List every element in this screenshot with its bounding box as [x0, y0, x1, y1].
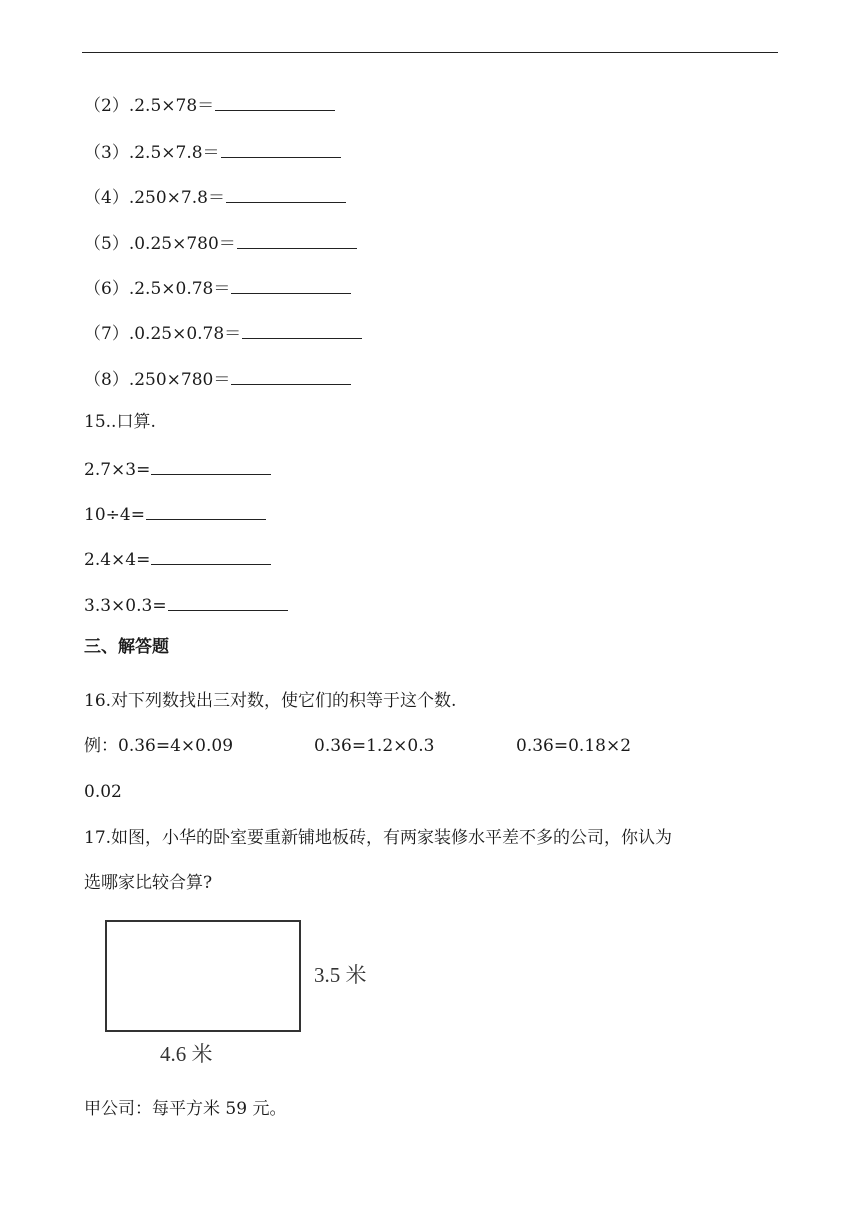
example-c: 0.36=0.18×2 [516, 736, 632, 756]
answer-blank[interactable] [226, 184, 346, 203]
example-b: 0.36=1.2×0.3 [314, 736, 435, 756]
answer-blank[interactable] [151, 546, 271, 565]
calc-item-2 [84, 92, 335, 118]
calc-expression: （5）.0.25×780＝ [84, 234, 236, 254]
answer-blank[interactable] [215, 92, 335, 111]
bedroom-rectangle [100, 914, 400, 1074]
calc-expression: （8）.250×780＝ [84, 370, 231, 390]
height-label: 3.5 米 [314, 963, 367, 987]
calc-item-5 [84, 230, 357, 256]
calc-expression: （7）.0.25×0.78＝ [84, 324, 242, 344]
answer-blank[interactable] [242, 320, 362, 339]
answer-blank[interactable] [237, 230, 357, 249]
question-17-line-1: 17.如图，小华的卧室要重新铺地板砖，有两家装修水平差不多的公司，你认为 [84, 828, 673, 848]
calc-expression: 2.7×3= [84, 460, 151, 480]
calc-item-8 [84, 366, 351, 392]
example-a: 例：0.36=4×0.09 [84, 736, 234, 756]
calc-expression: （4）.250×7.8＝ [84, 188, 225, 208]
calc-expression: （3）.2.5×7.8＝ [84, 143, 220, 163]
answer-blank[interactable] [221, 139, 341, 158]
answer-blank[interactable] [231, 275, 351, 294]
calc-expression: （6）.2.5×0.78＝ [84, 279, 231, 299]
answer-blank[interactable] [231, 366, 351, 385]
oral-calc-item [84, 546, 271, 572]
calc-expression: 10÷4= [84, 505, 145, 525]
company-a-price: 甲公司：每平方米 59 元。 [84, 1099, 287, 1119]
width-label: 4.6 米 [160, 1042, 213, 1066]
calc-item-3 [84, 139, 341, 165]
calc-item-4 [84, 184, 346, 210]
question-16-examples [84, 734, 774, 758]
calc-item-6 [84, 275, 351, 301]
answer-blank[interactable] [168, 592, 288, 611]
question-16-number: 0.02 [84, 782, 122, 802]
calc-expression: 2.4×4= [84, 550, 151, 570]
calc-expression: 3.3×0.3= [84, 596, 167, 616]
question-15-title: 15..口算. [84, 412, 156, 432]
header-rule [82, 52, 778, 53]
question-16-title: 16.对下列数找出三对数，使它们的积等于这个数. [84, 691, 457, 711]
oral-calc-item [84, 592, 288, 618]
oral-calc-item [84, 501, 266, 527]
answer-blank[interactable] [146, 501, 266, 520]
oral-calc-item [84, 456, 271, 482]
calc-expression: （2）.2.5×78＝ [84, 96, 215, 116]
question-17-line-2: 选哪家比较合算? [84, 873, 213, 893]
section-heading: 三、解答题 [84, 637, 169, 657]
calc-item-7 [84, 320, 362, 346]
answer-blank[interactable] [151, 456, 271, 475]
